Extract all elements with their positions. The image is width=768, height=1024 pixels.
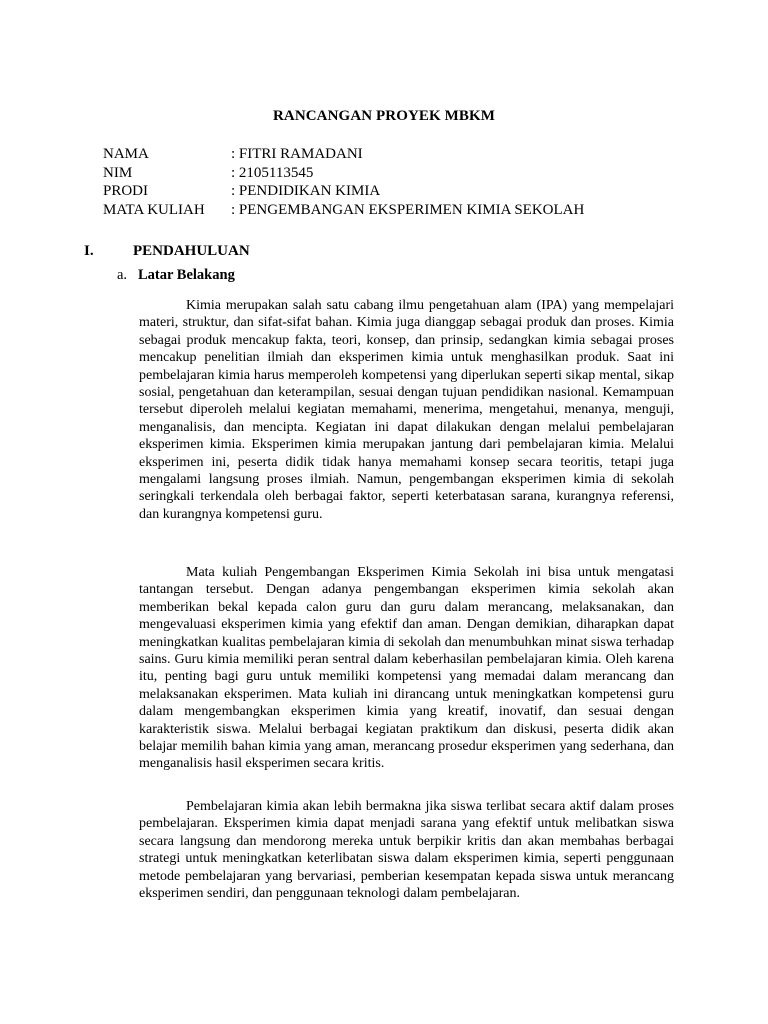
subsection-letter: a. — [117, 267, 128, 283]
body-paragraph-2 — [139, 564, 674, 773]
info-row-prodi — [103, 182, 584, 201]
student-info-block — [103, 145, 584, 219]
info-label: PRODI — [103, 183, 149, 200]
section-title: PENDAHULUAN — [133, 243, 250, 259]
info-label: NIM — [103, 164, 133, 181]
info-row-nama — [103, 145, 584, 164]
info-value: : PENDIDIKAN KIMIA — [231, 183, 381, 200]
paragraph-text: Kimia merupakan salah satu cabang ilmu pengetahuan alam (IPA) yang mempelajari materi, struktur, dan sifat-sifat bahan. Kimia juga dianggap sebagai produk dan proses. Kimia sebagai produk mencakup fakta, teori, konsep, dan prinsip, sedangkan kimia sebagai proses mencakup penelitian ilmiah dan eksperimen kimia untuk menghasilkan produk. Saat ini pembelajaran kimia harus memperoleh kompetensi yang diperlukan seperti sikap mental, sikap sosial, pengetahuan dan keterampilan, sesuai dengan tujuan pendidikan nasional. Kemampuan tersebut diperoleh melalui kegiatan memahami, menerima, mengetahui, menanya, menguji, menganalisis, dan mencipta. Kegiatan ini dapat dilakukan dengan melalui pembelajaran eksperimen kimia. Eksperimen kimia merupakan jantung dari pembelajaran kimia. Melalui eksperimen ini, peserta didik tidak hanya memahami konsep secara teoritis, tetapi juga mengalami langsung proses ilmiah. Namun, pengembangan eksperimen kimia di sekolah seringkali terkendala oleh berbagai faktor, seperti keterbatasan sarana, kurangnya referensi, dan kurangnya kompetensi guru. — [139, 298, 674, 522]
body-paragraph-1 — [139, 297, 674, 523]
info-row-mata-kuliah — [103, 201, 584, 220]
info-value: : FITRI RAMADANI — [231, 146, 363, 162]
info-row-nim — [103, 164, 584, 183]
info-value: : PENGEMBANGAN EKSPERIMEN KIMIA SEKOLAH — [231, 201, 585, 218]
info-value: : 2105113545 — [231, 164, 314, 181]
subsection-title: Latar Belakang — [138, 267, 235, 283]
paragraph-text: Mata kuliah Pengembangan Eksperimen Kimia Sekolah ini bisa untuk mengatasi tantangan tersebut. Dengan adanya pengembangan eksperimen kimia sekolah akan memberikan bekal kepada calon guru dan guru dalam merancang, melaksanakan, dan mengevaluasi eksperimen kimia yang efektif dan aman. Dengan demikian, diharapkan dapat meningkatkan kualitas pembelajaran kimia di sekolah dan menumbuhkan minat siswa terhadap sains. Guru kimia memiliki peran sentral dalam keberhasilan pembelajaran kimia. Oleh karena itu, penting bagi guru untuk memiliki kompetensi yang memadai dalam merancang dan melaksanakan eksperimen. Mata kuliah ini dirancang untuk meningkatkan kompetensi guru dalam mengembangkan eksperimen kimia yang kreatif, inovatif, dan sesuai dengan karakteristik siswa. Melalui berbagai kegiatan praktikum dan diskusi, peserta didik akan belajar memilih bahan kimia yang aman, merancang prosedur eksperimen yang sederhana, dan menganalisis hasil eksperimen secara kritis. — [139, 565, 674, 772]
body-paragraph-3 — [139, 798, 674, 902]
info-label: MATA KULIAH — [103, 201, 205, 218]
paragraph-text: Pembelajaran kimia akan lebih bermakna jika siswa terlibat secara aktif dalam proses pembelajaran. Eksperimen kimia dapat menjadi sarana yang efektif untuk melibatkan siswa secara langsung dan mendorong mereka untuk berpikir kritis dan akan membahas berbagai strategi untuk meningkatkan keterlibatan siswa dalam eksperimen kimia, seperti penggunaan metode pembelajaran yang bervariasi, pemberian kesempatan kepada siswa untuk merancang eksperimen sendiri, dan penggunaan teknologi dalam pembelajaran. — [139, 799, 674, 902]
subsection-heading — [117, 265, 235, 285]
section-number: I. — [84, 243, 94, 259]
section-heading — [84, 241, 250, 261]
info-label: NAMA — [103, 146, 149, 162]
document-title: RANCANGAN PROYEK MBKM — [272, 108, 496, 124]
